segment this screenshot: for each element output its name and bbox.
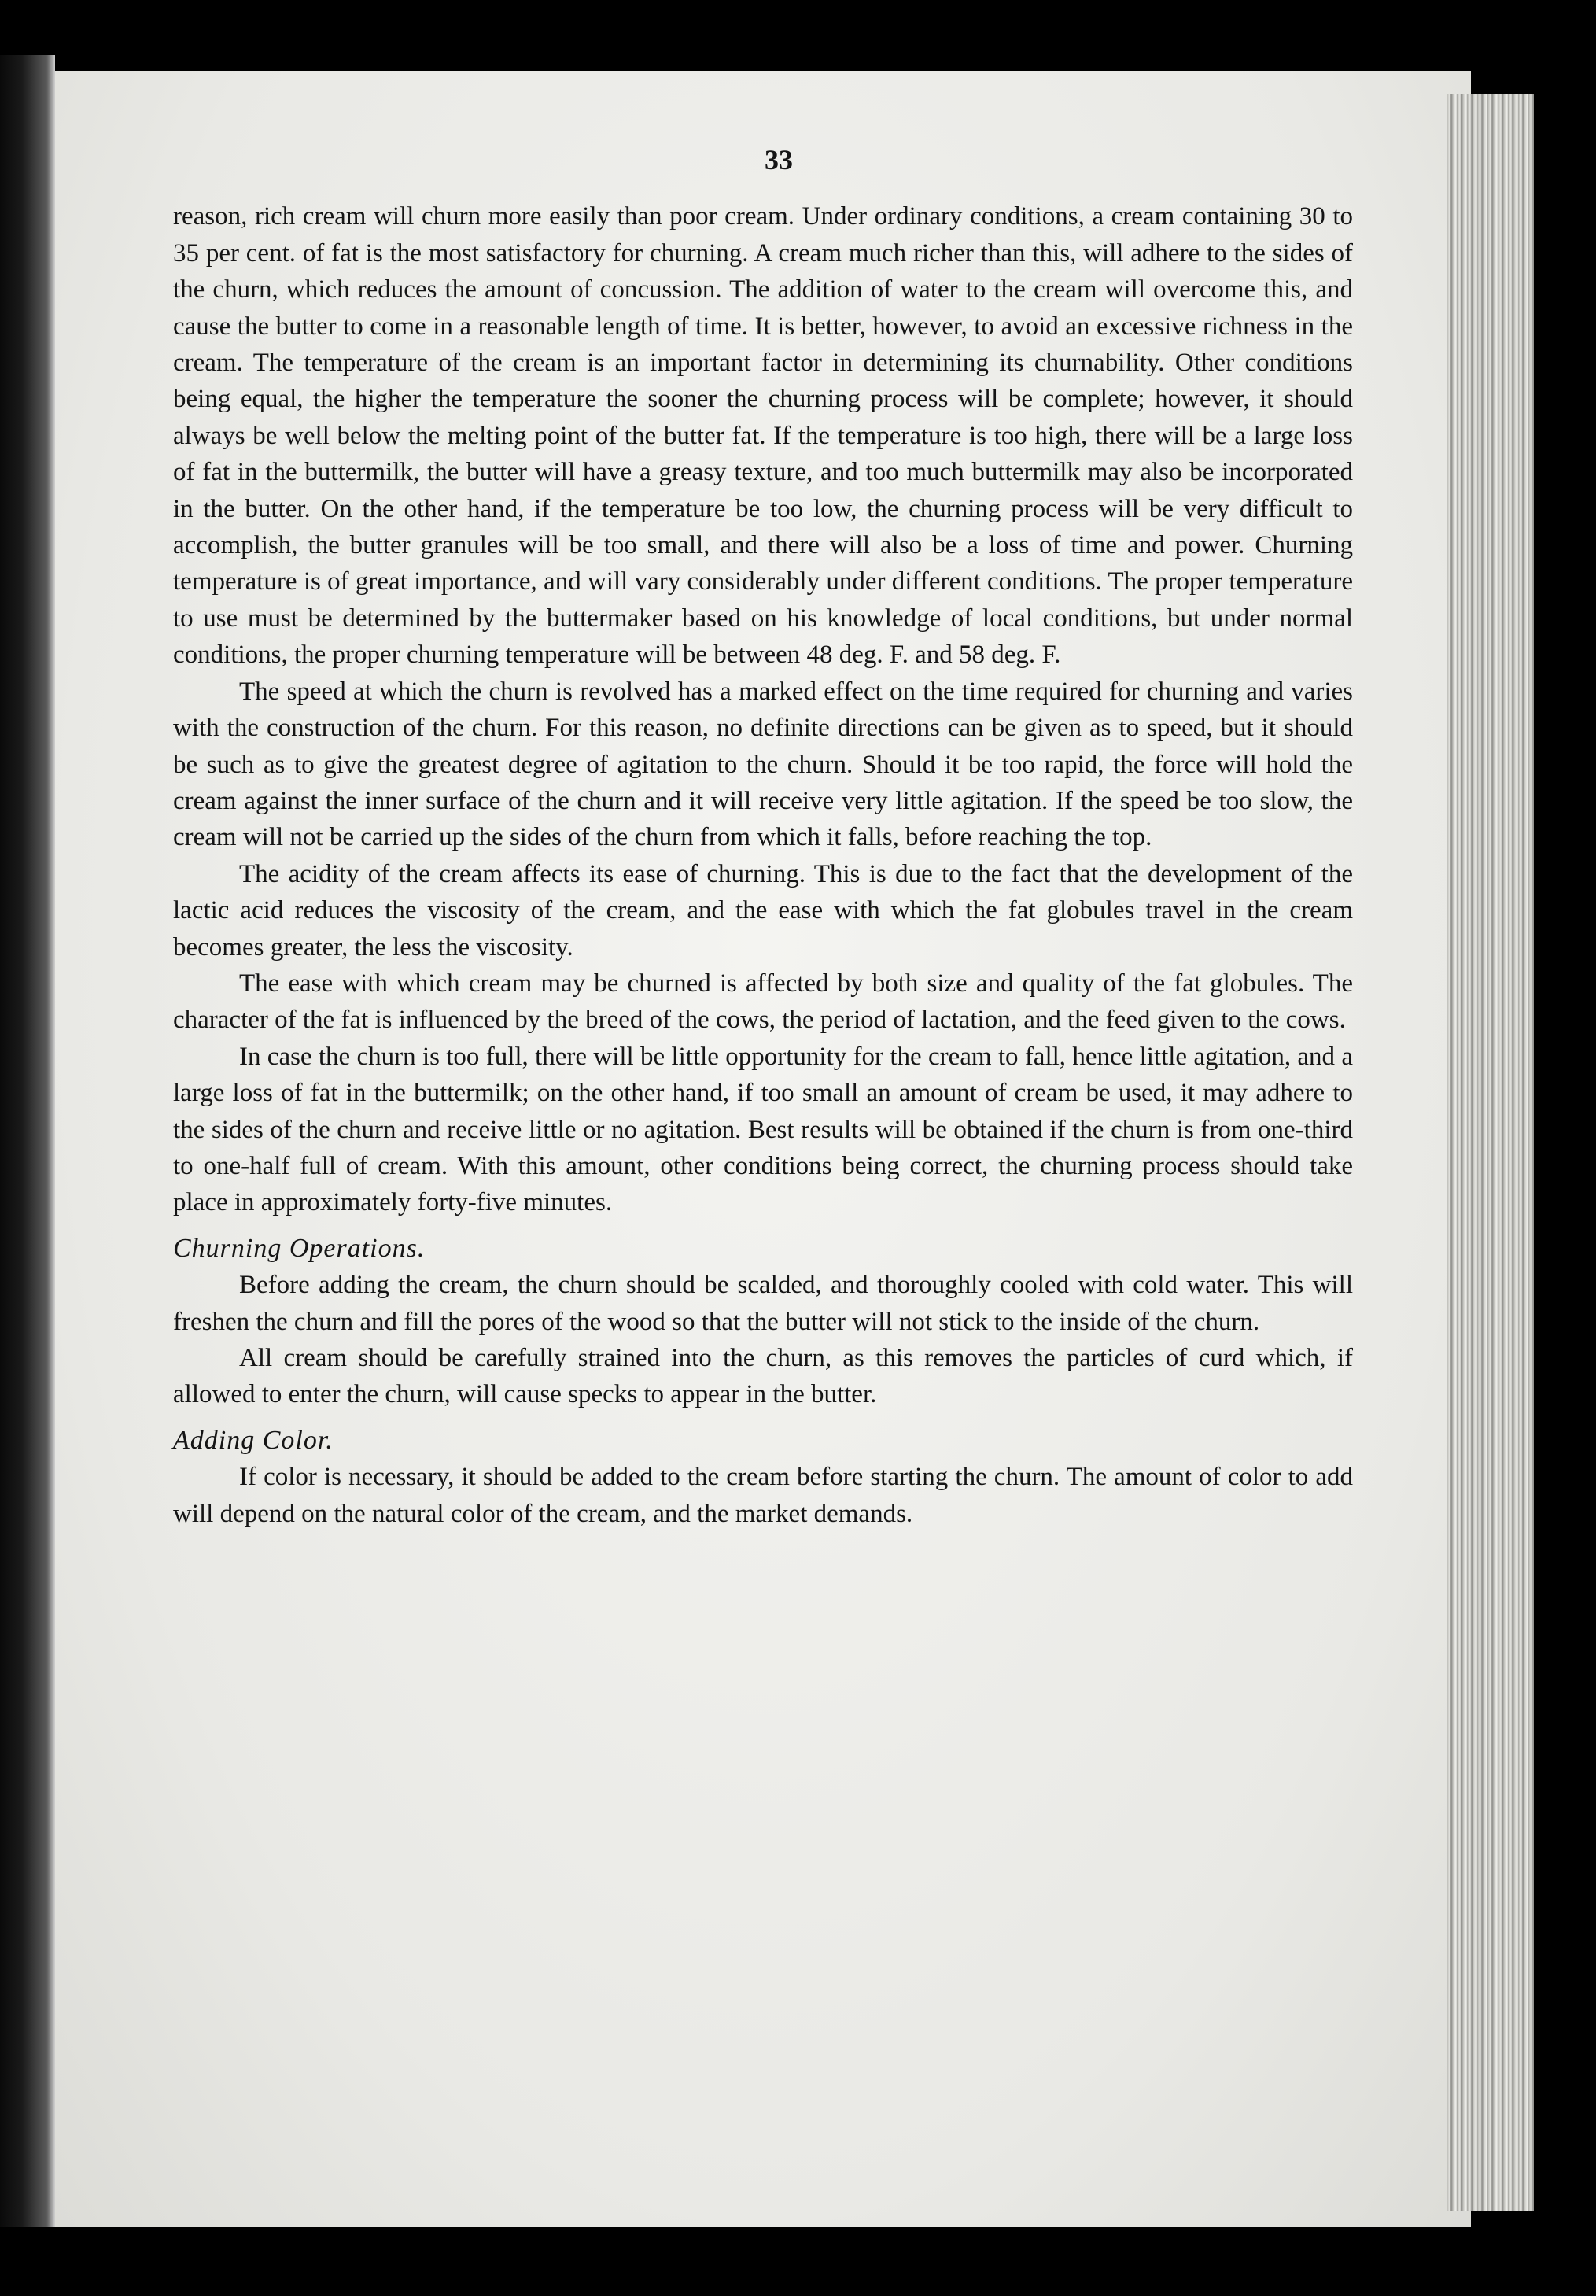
paragraph-scalding: Before adding the cream, the churn should be scalded, and thoroughly cooled with cold water. This will freshen the churn and fill the pores of the wood so that the butter will not stick to the inside of the churn. [173, 1271, 1353, 1336]
paragraph-fat-globules: The ease with which cream may be churned is affected by both size and quality of the fat globules. The character of the fat is influenced by the breed of the cows, the period of lactation, and the feed given to the cows. [173, 969, 1353, 1035]
book-left-edge [0, 55, 55, 2227]
scan-right-border [1534, 0, 1596, 2296]
page-stack-edges [1447, 94, 1534, 2211]
paragraph-cream-richness: reason, rich cream will churn more easily than poor cream. Under ordinary conditions, a cream containing 30 to 35 per cent. of fat is the most satisfactory for churning. A cream much richer than this, will adhere to the sides of the churn, which reduces the amount of concussion. The addition of water to the cream will overcome this, and cause the butter to come in a reasonable length of time. It is better, however, to avoid an excessive richness in the cream. The temperature of the cream is an important factor in determining its churnability. Other conditions being equal, the higher the temperature the sooner the churning process will be complete; however, it should always be well below the melting point of the butter fat. If the temperature is too high, there will be a large loss of fat in the buttermilk, the butter will have a greasy texture, and too much buttermilk may also be incorporated in the butter. On the other hand, if the temperature be too low, the churning process will be very difficult to accomplish, the butter granules will be too small, and there will also be a loss of time and power. Churning temperature is of great importance, and will vary considerably under different conditions. The proper temperature to use must be determined by the buttermaker based on his knowledge of local conditions, but under normal conditions, the proper churning temperature will be between 48 deg. F. and 58 deg. F. [173, 202, 1353, 670]
page-content [173, 142, 1353, 1532]
paragraph-acidity: The acidity of the cream affects its ease of churning. This is due to the fact that the development of the lactic acid reduces the viscosity of the cream, and the ease with which the fat globules travel in the cream becomes greater, the less the viscosity. [173, 859, 1353, 962]
paragraph-straining: All cream should be carefully strained into the churn, as this removes the particles of curd which, if allowed to enter the churn, will cause specks to appear in the butter. [173, 1344, 1353, 1409]
page-number: 33 [765, 144, 793, 175]
heading-adding-color: Adding Color. [173, 1425, 334, 1455]
paragraph-color: If color is necessary, it should be added to the cream before starting the churn. The amount of color to add will depend on the natural color of the cream, and the market demands. [173, 1463, 1353, 1528]
heading-churning-operations: Churning Operations. [173, 1233, 426, 1263]
paragraph-churn-fullness: In case the churn is too full, there will be little opportunity for the cream to fall, hence little agitation, and a large loss of fat in the buttermilk; on the other hand, if too small an amount of cream be used, it may adhere to the sides of the churn and receive little or no agitation. Best results will be obtained if the churn is from one-third to one-half full of cream. With this amount, other conditions being correct, the churning process should take place in approximately forty-five minutes. [173, 1042, 1353, 1217]
paragraph-churn-speed: The speed at which the churn is revolved has a marked effect on the time required for churning and varies with the construction of the churn. For this reason, no definite directions can be given as to speed, but it should be such as to give the greatest degree of agitation to the churn. Should it be too rapid, the force will hold the cream against the inner surface of the churn and it will receive very little agitation. If the speed be too slow, the cream will not be carried up the sides of the churn from which it falls, before reaching the top. [173, 677, 1353, 852]
